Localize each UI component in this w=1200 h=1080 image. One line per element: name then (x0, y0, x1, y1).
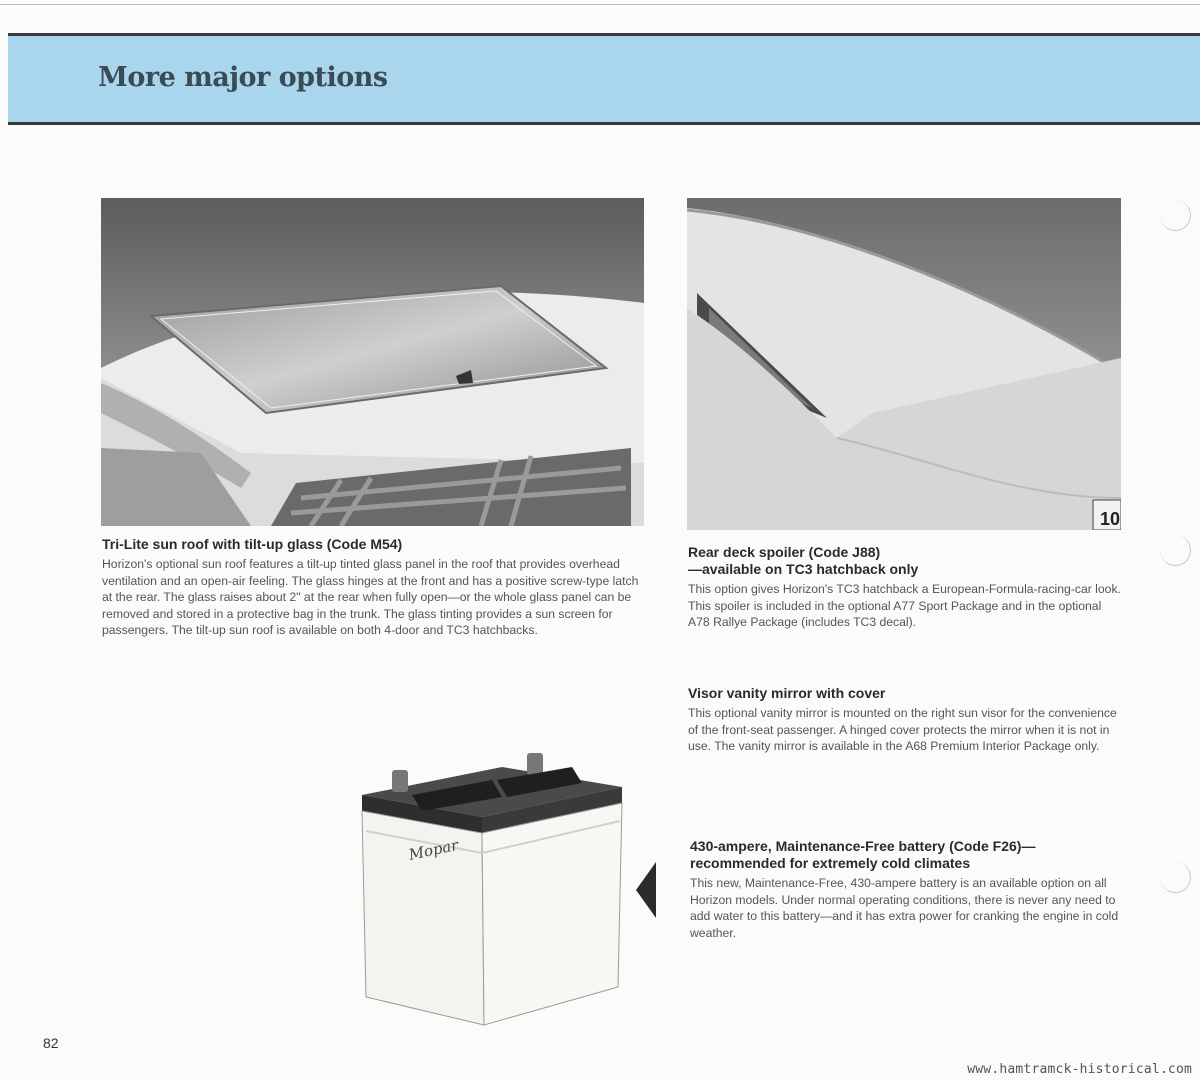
spoiler-caption (688, 544, 1122, 631)
battery-pointer-arrow (636, 862, 656, 918)
battery-heading-line1: 430-ampere, Maintenance-Free battery (Code F26)— (690, 838, 1036, 854)
mirror-caption (688, 685, 1122, 755)
header-banner (8, 33, 1200, 125)
binder-ring-middle (1160, 535, 1191, 566)
spoiler-heading (688, 544, 1122, 578)
page-title: More major options (98, 62, 388, 93)
binder-ring-bottom (1160, 862, 1191, 893)
battery-photo (352, 735, 632, 1035)
sunroof-caption (102, 536, 642, 639)
battery-heading-line2: recommended for extremely cold climates (690, 855, 971, 871)
page-number: 82 (43, 1035, 59, 1051)
spoiler-photo (687, 198, 1121, 530)
spoiler-body: This option gives Horizon's TC3 hatchback a European-Formula-racing-car look. This spoiler is included in the optional A77 Sport Package and in the optional A78 Rallye Package (includes TC3 decal). (688, 582, 1121, 630)
binder-ring-top (1160, 200, 1191, 231)
sunroof-photo (101, 198, 644, 526)
sunroof-heading: Tri-Lite sun roof with tilt-up glass (Code M54) (102, 536, 403, 552)
top-rule (0, 4, 1200, 5)
mirror-heading: Visor vanity mirror with cover (688, 685, 886, 701)
battery-brand-label: Mopar (407, 835, 460, 864)
battery-caption (690, 838, 1130, 941)
mirror-body: This optional vanity mirror is mounted on the right sun visor for the convenience of the front-seat passenger. A hinged cover protects the mirror when it is not in use. The vanity mirror is available in the A68 Premium Interior Package only. (688, 706, 1117, 754)
license-plate-text: 10 (1100, 509, 1121, 529)
website-watermark: www.hamtramck-historical.com (967, 1062, 1192, 1077)
sunroof-body: Horizon's optional sun roof features a tilt-up tinted glass panel in the roof that provides overhead ventilation and an open-air feeling. The glass hinges at the front and has a positive screw-type latch at the rear. The glass raises about 2" at the rear when fully open—or the whole glass panel can be removed and stored in a protective bag in the trunk. The glass tinting provides a sun screen for passengers. The tilt-up sun roof is available on both 4-door and TC3 hatchbacks. (102, 557, 639, 638)
battery-heading (690, 838, 1130, 872)
battery-body: This new, Maintenance-Free, 430-ampere battery is an available option on all Horizon models. Under normal operating conditions, there is never any need to add water to this battery—and it has extra power for cranking the engine in cold weather. (690, 876, 1119, 940)
spoiler-heading-line1: Rear deck spoiler (Code J88) (688, 544, 881, 560)
spoiler-heading-line2: —available on TC3 hatchback only (688, 561, 919, 577)
